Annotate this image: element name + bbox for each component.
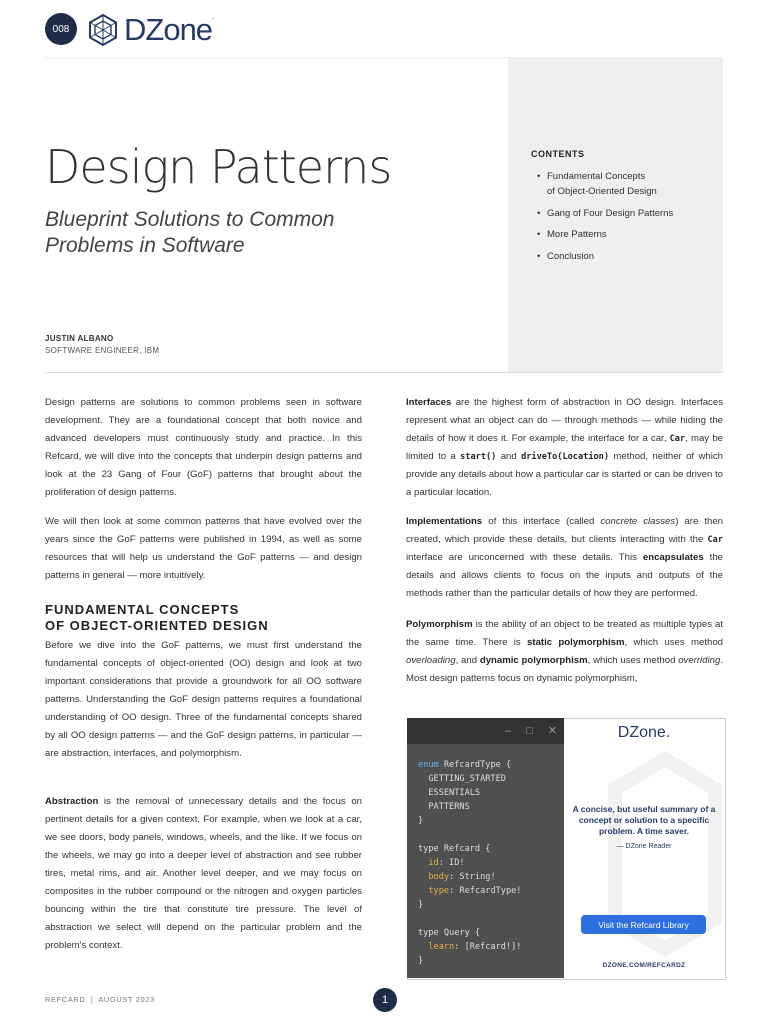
- ad-brand-logo: DZone.: [617, 724, 671, 741]
- section-heading-fundamentals: FUNDAMENTAL CONCEPTS OF OBJECT-ORIENTED DESIGN: [45, 602, 269, 633]
- section-divider: [45, 372, 723, 373]
- contents-heading: CONTENTS: [531, 149, 585, 159]
- toc-item-gof[interactable]: • Gang of Four Design Patterns: [537, 208, 674, 219]
- toc-item-label: Gang of Four Design Patterns: [547, 208, 674, 219]
- polymorphism-paragraph: Polymorphism is the ability of an object to be treated as multiple types at the same time. There is static polymorphism, which uses method overloading, and dynamic polymorphism, which uses method overriding. Most design patterns focus on dynamic polymorphism,: [406, 619, 723, 684]
- ad-url-link[interactable]: DZONE.COM/REFCARDZ: [602, 962, 686, 969]
- toc-item-label: Fundamental Concepts: [547, 171, 646, 182]
- ad-quote: A concise, but useful summary of a concept or solution to a specific problem. A time saver.: [572, 804, 716, 836]
- page-title: Design Patterns: [45, 140, 392, 194]
- interfaces-paragraph: Interfaces are the highest form of abstraction in OO design. Interfaces represent what an object can do — through methods — while hiding the details of how it does it. For example, the interface for a car, Car, may be limited to a start() and driveTo(Location) method, neither of which provide any details about how a particular car is started or can be driven to a particular location.: [406, 397, 723, 498]
- footer-label: REFCARD | AUGUST 2023: [45, 995, 155, 1004]
- brand-name: DZone.: [124, 12, 214, 47]
- dzone-logo[interactable]: [88, 12, 213, 48]
- abstraction-paragraph: Abstraction is the removal of unnecessary details and the focus on pertinent details for a given context. For example, when we look at a car, we see doors, body panels, windows, wheels, and the like. If we focus on the wheels, we may go into a deeper level of abstraction and see rubber tires, metal rims, and air. Another level deeper, and we may focus on composites in the rubber compound or the nitrogen and oxygen particles bouncing within the tire that constitute tire pressure. The level of abstraction we select will depend on the particular problem and the problem's context.: [45, 796, 362, 951]
- toc-item-more-patterns[interactable]: • More Patterns: [537, 229, 607, 240]
- toc-item-label: Conclusion: [547, 251, 594, 262]
- toc-item-fundamentals[interactable]: • Fundamental Concepts of Object-Oriented Design: [537, 171, 657, 197]
- author-name: JUSTIN ALBANO: [45, 334, 114, 343]
- dzone-hexagon-icon: [88, 13, 118, 47]
- page-number: 1: [373, 988, 397, 1012]
- intro-paragraph-2: We will then look at some common patterns that have evolved over the years since the GoF patterns were published in 1994, as well as some resources that will help us understand the GoF patterns — and design patterns in general — more intuitively.: [45, 516, 362, 581]
- graphql-code-sample: enum RefcardType { GETTING_STARTED ESSENTIALS PATTERNS } type Refcard { id: ID! body: String! type: RefcardType! } type Query { learn: [Refcard!]! }: [418, 760, 522, 966]
- fundamentals-paragraph: Before we dive into the GoF patterns, we must first understand the fundamental concepts of object-oriented (OO) design and look at two important considerations that provide a groundwork for all OO software patterns. Understanding the GoF design patterns requires a foundational understanding of OO design. Three of the fundamental concepts shared by all OO design patterns — and the GoF design patterns, in particular — are abstraction, interfaces, and polymorphism.: [45, 640, 362, 759]
- implementations-paragraph: Implementations of this interface (called concrete classes) are then created, which provide these details, but clients interacting with the Car interface are unconcerned with these details. This encapsulates the details and allows clients to focus on the inputs and outputs of the methods rather than the particular details of how they are performed.: [406, 516, 723, 599]
- author-role: SOFTWARE ENGINEER, IBM: [45, 346, 160, 355]
- toc-item-label: of Object-Oriented Design: [547, 186, 657, 197]
- window-controls-icon: – □ ✕: [505, 725, 564, 737]
- page-subtitle: Blueprint Solutions to Common Problems in Software: [45, 208, 335, 257]
- toc-item-conclusion[interactable]: • Conclusion: [537, 251, 594, 262]
- issue-badge: 008: [45, 13, 77, 45]
- intro-paragraph: Design patterns are solutions to common problems seen in software development. They are a foundational concept that both novice and advanced developers must continuously study and practice. In this Refcard, we will dive into the concepts that underpin design patterns and look at the 23 Gang of Four (GoF) patterns that brought about the proliferation of design patterns.: [45, 397, 362, 498]
- toc-item-label: More Patterns: [547, 229, 607, 240]
- visit-refcard-library-button[interactable]: Visit the Refcard Library: [581, 915, 706, 934]
- ad-quote-source: — DZone Reader: [616, 843, 672, 850]
